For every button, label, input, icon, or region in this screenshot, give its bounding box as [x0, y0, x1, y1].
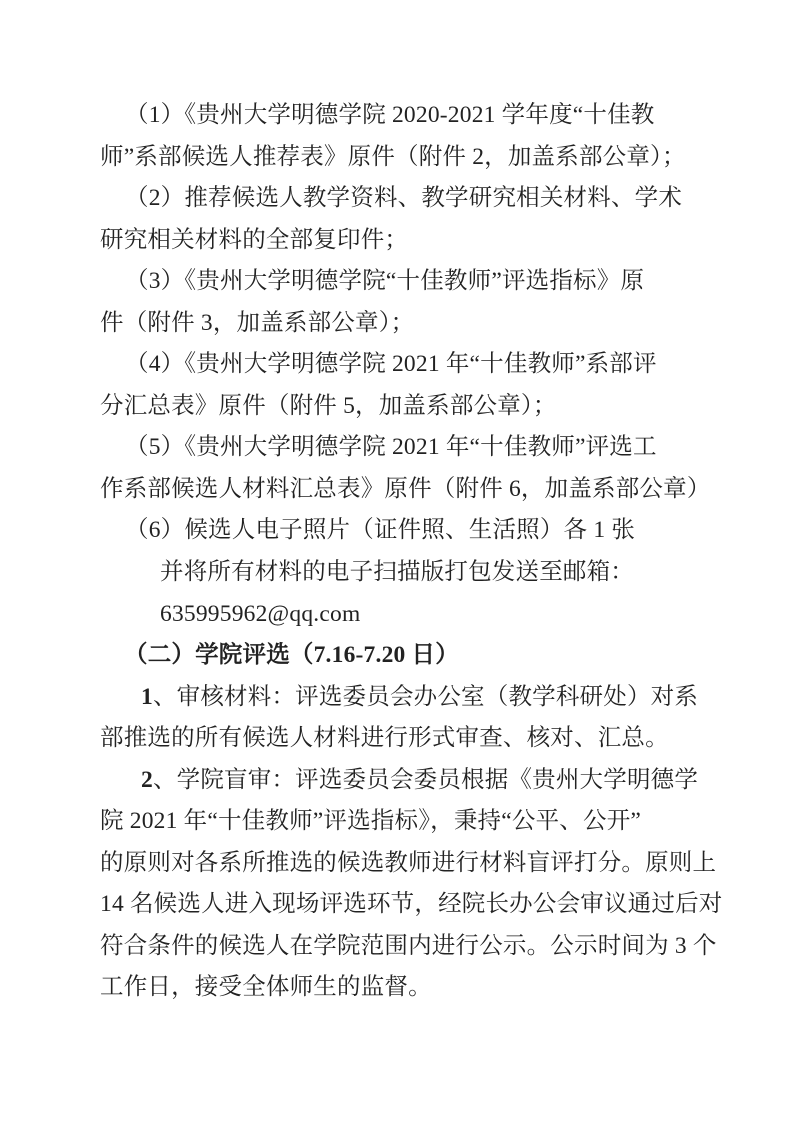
text-segment: 、审核材料：评选委员会办公室（教学科研处）对系	[152, 683, 699, 710]
sub-item-1-line-1	[141, 677, 710, 719]
list-item-1-line-2	[100, 137, 710, 179]
text-segment: （2）推荐候选人教学资料、教学研究相关材料、学术	[125, 185, 683, 212]
emphasized-text-segment: 1	[141, 683, 153, 710]
text-segment: 院 2021 年“十佳教师”评选指标》，秉持“公平、公开”	[100, 808, 642, 835]
sub-item-2-line-1	[141, 760, 710, 802]
list-item-6-line-1	[125, 510, 710, 552]
sub-item-2-line-4	[100, 884, 723, 926]
text-segment: 工作日，接受全体师生的监督。	[100, 974, 432, 1001]
sub-item-2-line-6	[100, 967, 710, 1009]
list-item-3-line-2	[100, 303, 710, 345]
sub-item-1-line-2	[100, 718, 710, 760]
text-segment: （3）《贵州大学明德学院“十佳教师”评选指标》原	[125, 268, 645, 295]
text-segment: 师”系部候选人推荐表》原件（附件 2，加盖系部公章）；	[100, 143, 686, 170]
list-item-3-line-1	[125, 261, 710, 303]
text-segment: 部推选的所有候选人材料进行形式审查、核对、汇总。	[100, 725, 669, 752]
text-segment: 件（附件 3，加盖系部公章）；	[100, 309, 415, 336]
text-segment: （4）《贵州大学明德学院 2021 年“十佳教师”系部评	[125, 351, 657, 378]
emphasized-text-segment: （二）学院评选（7.16-7.20 日）	[124, 642, 459, 669]
text-segment: （5）《贵州大学明德学院 2021 年“十佳教师”评选工	[125, 434, 657, 461]
text-segment: 分汇总表》原件（附件 5，加盖系部公章）；	[100, 392, 557, 419]
list-item-5-line-1	[125, 427, 710, 469]
text-segment: 研究相关材料的全部复印件；	[100, 226, 409, 253]
sub-item-2-line-3	[100, 843, 717, 885]
list-item-2-line-1	[125, 178, 710, 220]
list-item-1-line-1	[125, 95, 710, 137]
sub-item-2-line-2	[100, 801, 710, 843]
text-segment: （1）《贵州大学明德学院 2020-2021 学年度“十佳教	[125, 102, 655, 128]
section-heading	[124, 635, 710, 677]
email-address	[160, 594, 710, 636]
text-segment: 的原则对各系所推选的候选教师进行材料盲评打分。原则上	[100, 849, 717, 876]
list-item-4-line-2	[100, 386, 710, 428]
email-note-line	[160, 552, 710, 594]
text-segment: 14 名候选人进入现场评选环节，经院长办公会审议通过后对	[100, 891, 723, 918]
text-segment: 作系部候选人材料汇总表》原件（附件 6，加盖系部公章）	[100, 475, 711, 502]
text-segment: 并将所有材料的电子扫描版打包发送至邮箱：	[160, 559, 634, 586]
text-segment: 、学院盲审：评选委员会委员根据《贵州大学明德学	[152, 766, 699, 793]
emphasized-text-segment: 2	[141, 766, 153, 793]
document-body	[100, 95, 723, 1009]
list-item-5-line-2	[100, 469, 710, 511]
list-item-4-line-1	[125, 344, 710, 386]
sub-item-2-line-5	[100, 926, 717, 968]
text-segment: 符合条件的候选人在学院范围内进行公示。公示时间为 3 个	[100, 932, 717, 959]
text-segment: （6）候选人电子照片（证件照、生活照）各 1 张	[125, 517, 636, 544]
text-segment: 635995962@qq.com	[160, 600, 361, 627]
list-item-2-line-2	[100, 220, 710, 262]
